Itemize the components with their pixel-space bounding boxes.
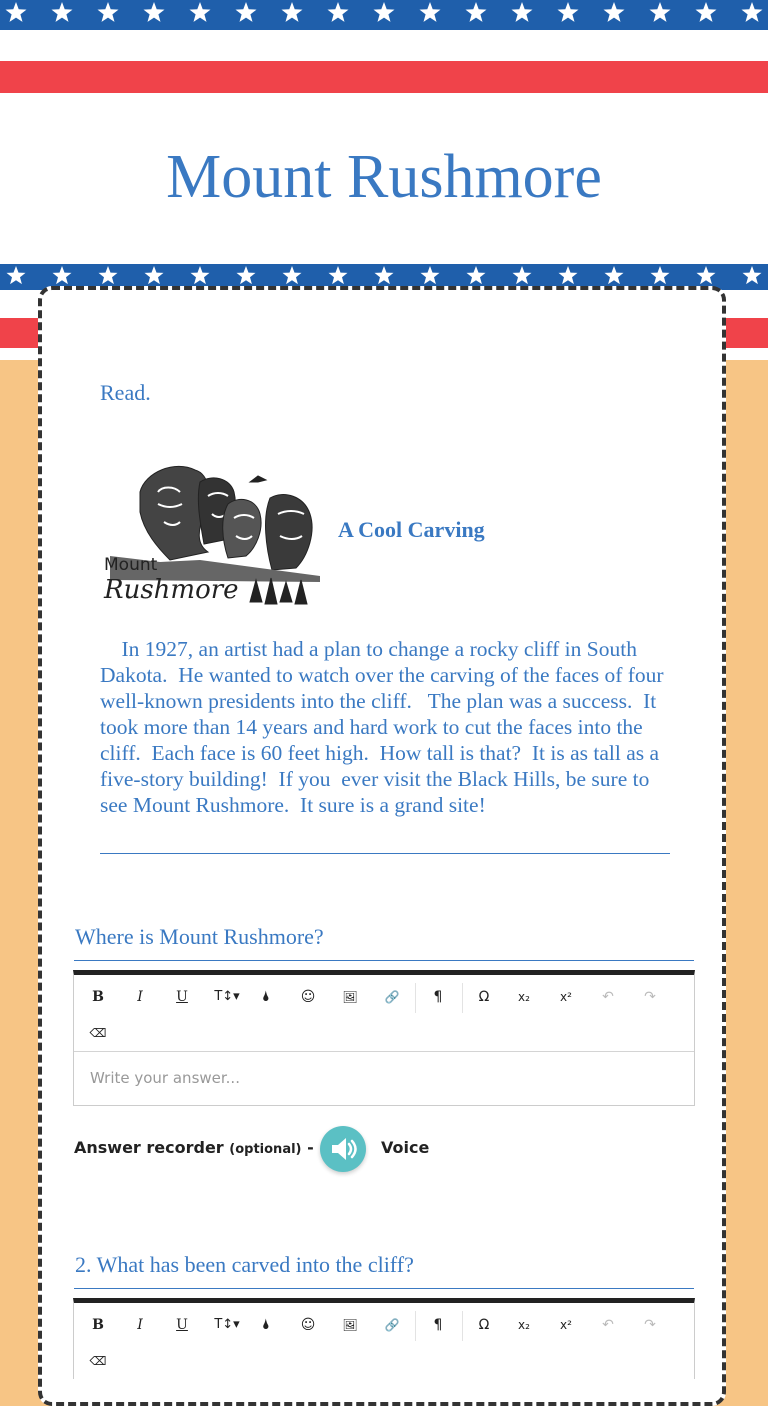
subscript-button[interactable]: x₂ xyxy=(518,990,530,1004)
stars-decoration xyxy=(0,0,768,30)
recorder-optional-text: (optional) xyxy=(229,1142,302,1157)
star-icon xyxy=(513,266,532,284)
editor-toolbar xyxy=(74,975,694,1051)
speaker-icon xyxy=(320,1126,366,1172)
text-size-dropdown[interactable]: T↕▾ xyxy=(214,989,240,1004)
toolbar-separator xyxy=(462,983,463,1013)
star-icon xyxy=(420,2,441,22)
editor-toolbar xyxy=(74,1303,694,1379)
insert-image-icon[interactable]: 🖼 xyxy=(342,1318,358,1332)
redo-icon[interactable]: ↷ xyxy=(644,1317,656,1333)
red-stripe-top xyxy=(0,61,768,93)
answer-editor-1 xyxy=(73,970,695,1106)
paragraph-direction-icon[interactable]: ¶ xyxy=(433,1317,443,1333)
bold-button[interactable]: B xyxy=(92,1317,104,1333)
star-icon xyxy=(145,266,164,284)
star-icon xyxy=(7,266,26,284)
recorder-label-text: Answer recorder xyxy=(74,1138,224,1157)
star-icon xyxy=(282,2,303,22)
superscript-button[interactable]: x² xyxy=(560,990,572,1004)
answer-editor-2 xyxy=(73,1298,695,1379)
star-icon xyxy=(328,2,349,22)
star-icon xyxy=(605,266,624,284)
page-title: Mount Rushmore xyxy=(166,143,602,211)
star-icon xyxy=(236,2,257,22)
undo-icon[interactable]: ↶ xyxy=(602,1317,614,1333)
star-icon xyxy=(283,266,302,284)
story-paragraph: In 1927, an artist had a plan to change a rocky cliff in South Dakota. He wanted to watch over the carving of the faces of four well-known presidents into the cliff. The plan was a success. It took more than 14 years and hard work to cut the faces into the cliff. Each face is 60 feet high. How tall is that? It is as tall as a five-story building! If you ever visit the Black Hills, be sure to see Mount Rushmore. It sure is a grand site! xyxy=(100,637,669,817)
italic-button[interactable]: I xyxy=(137,989,143,1005)
star-icon xyxy=(466,2,487,22)
stars-band-top xyxy=(0,0,768,30)
star-icon xyxy=(651,266,670,284)
italic-button[interactable]: I xyxy=(137,1317,143,1333)
mount-rushmore-logo-image xyxy=(100,452,330,612)
story-divider xyxy=(100,853,670,854)
story-title: A Cool Carving xyxy=(338,517,485,542)
clear-format-eraser-icon[interactable]: ⌫ xyxy=(89,1354,107,1368)
recorder-label xyxy=(74,1138,314,1157)
underline-button[interactable]: U xyxy=(176,1317,188,1333)
voice-label: Voice xyxy=(381,1138,430,1157)
undo-icon[interactable]: ↶ xyxy=(602,989,614,1005)
star-icon xyxy=(53,266,72,284)
toolbar-separator xyxy=(415,983,416,1013)
special-character-icon[interactable]: Ω xyxy=(478,1317,490,1333)
underline-button[interactable]: U xyxy=(176,989,188,1005)
star-icon xyxy=(650,2,671,22)
star-icon xyxy=(98,2,119,22)
star-icon xyxy=(421,266,440,284)
star-icon xyxy=(99,266,118,284)
toolbar-separator xyxy=(462,1311,463,1341)
subscript-button[interactable]: x₂ xyxy=(518,1318,530,1332)
logo-text-mount: Mount xyxy=(104,555,158,575)
question-2-text: 2. What has been carved into the cliff? xyxy=(75,1252,414,1277)
star-icon xyxy=(190,2,211,22)
paragraph-direction-icon[interactable]: ¶ xyxy=(433,989,443,1005)
redo-icon[interactable]: ↷ xyxy=(644,989,656,1005)
text-color-icon[interactable]: 🌢 xyxy=(261,1317,271,1333)
emoji-icon[interactable]: ☺ xyxy=(300,1317,316,1333)
special-character-icon[interactable]: Ω xyxy=(478,989,490,1005)
star-icon xyxy=(375,266,394,284)
question-1-divider xyxy=(74,960,694,961)
insert-link-icon[interactable]: 🔗 xyxy=(384,990,400,1004)
star-icon xyxy=(512,2,533,22)
star-icon xyxy=(742,2,763,22)
logo-text-rushmore: Rushmore xyxy=(104,575,239,605)
star-icon xyxy=(697,266,716,284)
star-icon xyxy=(144,2,165,22)
question-1-text: Where is Mount Rushmore? xyxy=(75,924,324,949)
star-icon xyxy=(559,266,578,284)
answer-input[interactable]: Write your answer... xyxy=(74,1051,694,1105)
insert-link-icon[interactable]: 🔗 xyxy=(384,1318,400,1332)
voice-record-button[interactable] xyxy=(320,1126,366,1172)
read-label: Read. xyxy=(100,380,151,405)
star-icon xyxy=(467,266,486,284)
emoji-icon[interactable]: ☺ xyxy=(300,989,316,1005)
bold-button[interactable]: B xyxy=(92,989,104,1005)
star-icon xyxy=(696,2,717,22)
star-icon xyxy=(558,2,579,22)
superscript-button[interactable]: x² xyxy=(560,1318,572,1332)
star-icon xyxy=(6,2,27,22)
answer-recorder xyxy=(74,1124,494,1174)
star-icon xyxy=(237,266,256,284)
star-icon xyxy=(52,2,73,22)
star-icon xyxy=(329,266,348,284)
star-icon xyxy=(374,2,395,22)
text-size-dropdown[interactable]: T↕▾ xyxy=(214,1317,240,1332)
text-color-icon[interactable]: 🌢 xyxy=(261,989,271,1005)
question-2-divider xyxy=(74,1288,694,1289)
star-icon xyxy=(191,266,210,284)
toolbar-separator xyxy=(415,1311,416,1341)
clear-format-eraser-icon[interactable]: ⌫ xyxy=(89,1026,107,1040)
recorder-dash: - xyxy=(307,1138,314,1157)
star-icon xyxy=(604,2,625,22)
header-banner xyxy=(0,0,768,260)
star-icon xyxy=(743,266,762,284)
insert-image-icon[interactable]: 🖼 xyxy=(342,990,358,1004)
